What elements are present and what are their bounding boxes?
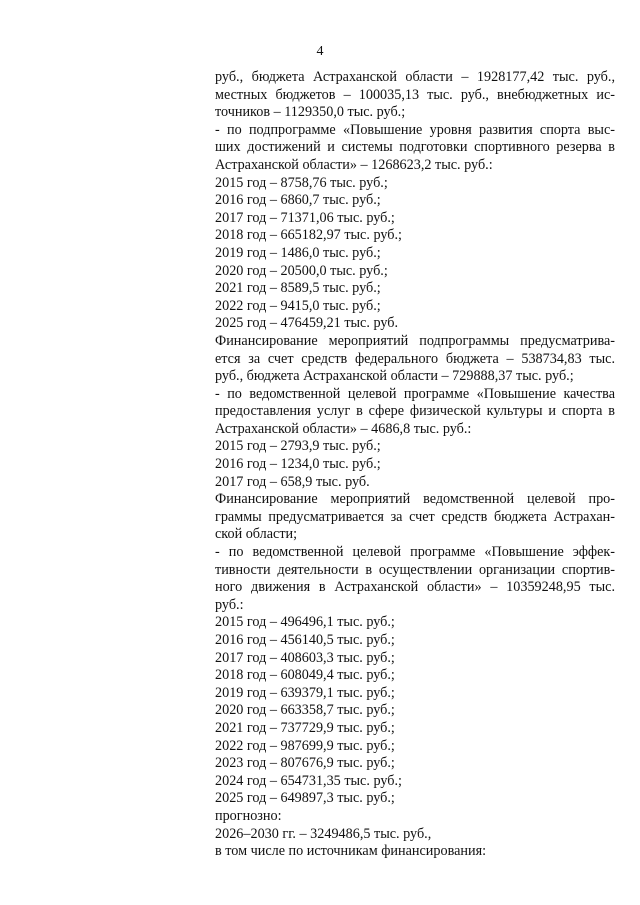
text-line: 2015 год – 2793,9 тыс. руб.; — [215, 438, 381, 455]
text-line: 2021 год – 8589,5 тыс. руб.; — [215, 280, 381, 297]
text-line: 2017 год – 408603,3 тыс. руб.; — [215, 649, 395, 666]
text-line: 2023 год – 807676,9 тыс. руб.; — [215, 755, 395, 772]
text-line: ется за счет средств федерального бюджета – 538734,83 тыс. — [215, 350, 615, 367]
text-line: 2015 год – 8758,76 тыс. руб.; — [215, 174, 388, 191]
text-line: тивности деятельности в осуществлении организации спортив- — [215, 561, 615, 578]
text-line: 2016 год – 456140,5 тыс. руб.; — [215, 632, 395, 648]
text-line: 2019 год – 1486,0 тыс. руб.; — [215, 244, 381, 261]
text-line: 2018 год – 665182,97 тыс. руб.; — [215, 227, 402, 244]
text-line: 2026–2030 гг. – 3249486,5 тыс. руб., — [215, 825, 432, 842]
text-line: предоставления услуг в сфере физической культуры и спорта в — [215, 403, 615, 420]
text-line: 2020 год – 20500,0 тыс. руб.; — [215, 262, 388, 279]
text-line: местных бюджетов – 100035,13 тыс. руб., внебюджетных ис- — [215, 86, 615, 103]
text-line: Астраханской области» – 4686,8 тыс. руб.: — [215, 420, 472, 437]
text-line: 2020 год – 663358,7 тыс. руб.; — [215, 702, 395, 719]
text-line: 2017 год – 71371,06 тыс. руб.; — [215, 209, 395, 226]
text-line: 2016 год – 1234,0 тыс. руб.; — [215, 456, 381, 473]
text-line: - по ведомственной целевой программе «Повышение качества — [215, 385, 615, 402]
text-line: прогнозно: — [215, 807, 282, 824]
text-line: граммы предусматривается за счет средств бюджета Астрахан- — [215, 508, 615, 525]
text-line: руб., бюджета Астраханской области – 1928177,42 тыс. руб., — [215, 69, 615, 85]
text-line: Финансирование мероприятий ведомственной целевой про- — [215, 491, 615, 508]
text-line: 2015 год – 496496,1 тыс. руб.; — [215, 614, 395, 631]
text-line: Астраханской области» – 1268623,2 тыс. руб.: — [215, 156, 493, 173]
text-line: - по ведомственной целевой программе «Повышение эффек- — [215, 544, 615, 561]
text-line: ших достижений и системы подготовки спортивного резерва в — [215, 139, 615, 156]
text-line: 2017 год – 658,9 тыс. руб. — [215, 473, 370, 490]
text-line: 2021 год – 737729,9 тыс. руб.; — [215, 719, 395, 736]
text-line: Финансирование мероприятий подпрограммы предусматрива- — [215, 332, 615, 349]
text-line: ного движения в Астраханской области» – 10359248,95 тыс. — [215, 579, 615, 596]
text-line: в том числе по источникам финансирования: — [215, 843, 487, 860]
text-line: руб., бюджета Астраханской области – 729888,37 тыс. руб.; — [215, 368, 574, 385]
page-number: 4 — [316, 44, 324, 59]
document-body — [215, 69, 615, 861]
text-line: 2018 год – 608049,4 тыс. руб.; — [215, 667, 395, 684]
text-line: 2025 год – 649897,3 тыс. руб.; — [215, 790, 395, 807]
text-line: руб.: — [215, 596, 244, 613]
text-line: - по подпрограмме «Повышение уровня развития спорта выс- — [215, 121, 615, 138]
text-line: 2016 год – 6860,7 тыс. руб.; — [215, 192, 381, 209]
text-line: 2022 год – 987699,9 тыс. руб.; — [215, 737, 395, 754]
text-line: точников – 1129350,0 тыс. руб.; — [215, 104, 406, 121]
text-line: 2019 год – 639379,1 тыс. руб.; — [215, 684, 395, 701]
text-line: 2025 год – 476459,21 тыс. руб. — [215, 315, 399, 332]
text-line: 2024 год – 654731,35 тыс. руб.; — [215, 772, 402, 789]
text-line: ской области; — [215, 526, 298, 543]
text-line: 2022 год – 9415,0 тыс. руб.; — [215, 297, 381, 314]
